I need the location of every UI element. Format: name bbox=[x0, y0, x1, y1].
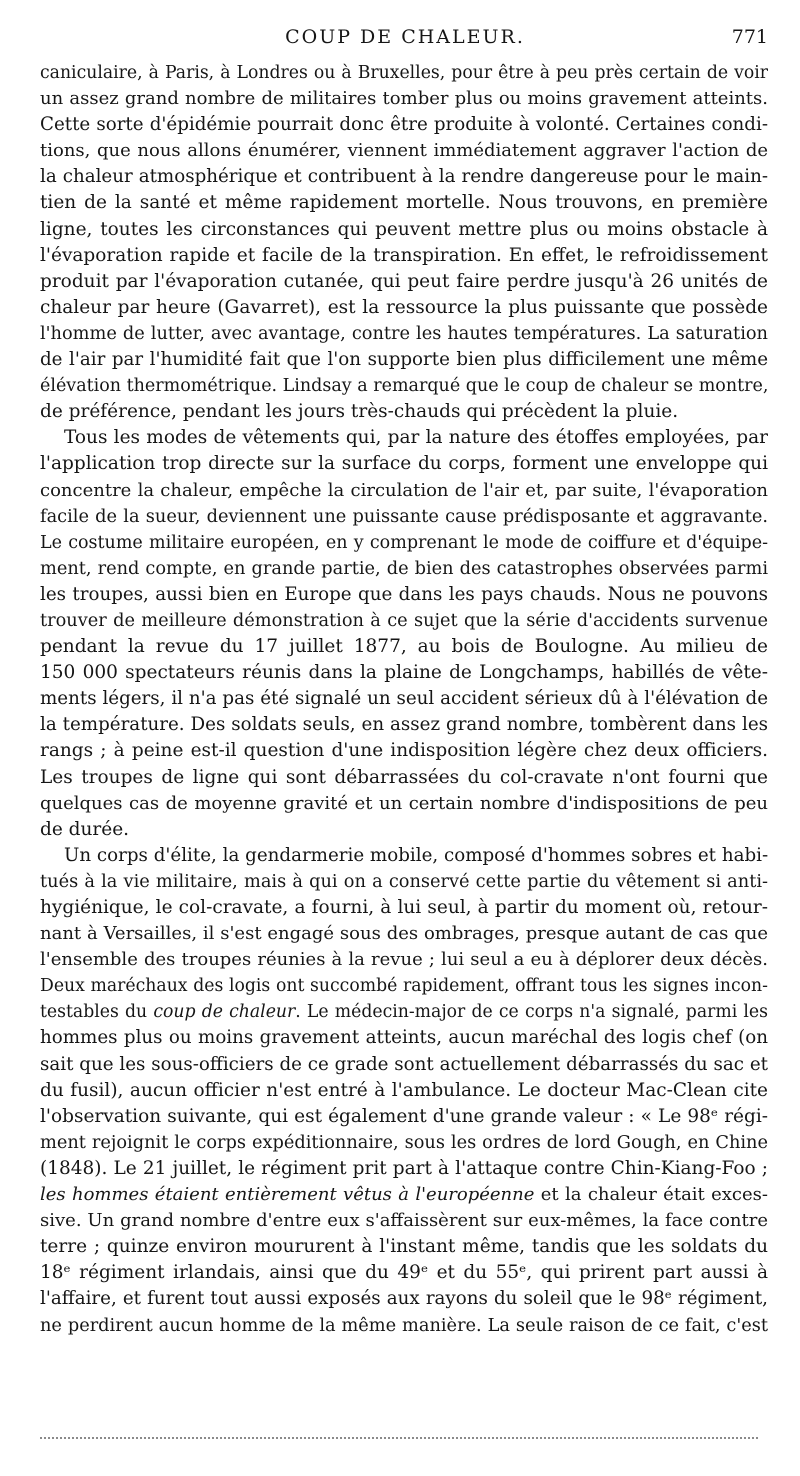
text-line: du fusil), aucun officier n'est entré à l'ambulance. Le docteur Mac-Clean cite bbox=[40, 1079, 768, 1101]
text-run: . Le médecin-major de ce corps n'a signalé, parmi les bbox=[295, 1002, 768, 1023]
text-line-with-italic bbox=[40, 1182, 768, 1208]
text-line: Cette sorte d'épidémie pourrait donc être produite à volonté. Certaines condi- bbox=[40, 114, 768, 136]
text-line: hygiénique, le col-cravate, a fourni, à lui seul, à partir du moment où, retour- bbox=[40, 897, 768, 918]
text-line: tions, que nous allons énumérer, viennent immédiatement aggraver l'action de bbox=[40, 140, 768, 162]
text-line: tués à la vie militaire, mais à qui on a conservé cette partie du vêtement si anti- bbox=[40, 871, 768, 892]
text-line: de durée. bbox=[40, 818, 130, 840]
text-line: quelques cas de moyenne gravité et un certain nombre d'indispositions de peu bbox=[40, 792, 768, 814]
text-run: et la chaleur était exces- bbox=[534, 1184, 768, 1206]
paragraph-2 bbox=[40, 425, 768, 843]
text-line: ment, rend compte, en grande partie, de bien des catastrophes observées parmi bbox=[40, 558, 768, 579]
text-line: ments légers, il n'a pas été signalé un seul accident sérieux dû à l'élévation de bbox=[40, 688, 768, 710]
text-line: (1848). Le 21 juillet, le régiment prit part à l'attaque contre Chin-Kiang-Foo ; bbox=[40, 1157, 768, 1179]
text-line: ment rejoignit le corps expéditionnaire, sous les ordres de lord Gough, en Chine bbox=[40, 1132, 768, 1153]
text-line: la chaleur atmosphérique et contribuent à la rendre dangereuse pour le main- bbox=[40, 166, 768, 188]
text-line: un assez grand nombre de militaires tomber plus ou moins gravement atteints. bbox=[40, 88, 768, 110]
text-line: nant à Versailles, il s'est engagé sous des ombrages, presque autant de cas que bbox=[40, 923, 768, 945]
text-line: de préférence, pendant les jours très-chauds qui précèdent la pluie. bbox=[40, 401, 679, 423]
text-line: Deux maréchaux des logis ont succombé rapidement, offrant tous les signes incon- bbox=[40, 976, 768, 997]
text-line: terre ; quinze environ moururent à l'instant même, tandis que les soldats du bbox=[40, 1236, 768, 1258]
text-line: de l'air par l'humidité fait que l'on supporte bien plus difficilement une même bbox=[40, 349, 768, 371]
text-line: produit par l'évaporation cutanée, qui peut faire perdre jusqu'à 26 unités de bbox=[40, 270, 768, 292]
italic-run: coup de chaleur bbox=[153, 1002, 296, 1023]
text-line: Le costume militaire européen, en y comprenant le mode de coiffure et d'équipe- bbox=[40, 532, 768, 553]
text-line: hommes plus ou moins gravement atteints, aucun maréchal des logis chef (on bbox=[40, 1027, 768, 1049]
text-line: l'observation suivante, qui est également d'une grande valeur : « Le 98ᵉ régi- bbox=[40, 1105, 768, 1127]
text-line: 150 000 spectateurs réunis dans la plaine de Longchamps, habillés de vête- bbox=[40, 662, 768, 684]
footer-dotted-rule bbox=[40, 1437, 758, 1439]
text-line: sait que les sous-officiers de ce grade sont actuellement débarrassés du sac et bbox=[40, 1053, 768, 1075]
text-line: l'évaporation rapide et facile de la transpiration. En effet, le refroidissement bbox=[40, 244, 768, 266]
text-line: l'homme de lutter, avec avantage, contre les hautes températures. La saturation bbox=[40, 323, 768, 344]
text-line: l'ensemble des troupes réunies à la revue ; lui seul a eu à déplorer deux décès. bbox=[40, 949, 768, 971]
text-line: Un corps d'élite, la gendarmerie mobile, composé d'hommes sobres et habi- bbox=[64, 844, 769, 866]
text-line: sive. Un grand nombre d'entre eux s'affaissèrent sur eux-mêmes, la face contre bbox=[40, 1210, 768, 1232]
text-line: l'application trop directe sur la surface du corps, forment une enveloppe qui bbox=[40, 453, 768, 475]
text-line: caniculaire, à Paris, à Londres ou à Bruxelles, pour être à peu près certain de voir bbox=[40, 63, 768, 83]
running-head bbox=[42, 26, 768, 56]
paragraph-1 bbox=[40, 60, 768, 425]
text-line: tien de la santé et même rapidement mortelle. Nous trouvons, en première bbox=[40, 192, 768, 214]
text-line: rangs ; à peine est-il question d'une indisposition légère chez deux officiers. bbox=[40, 740, 768, 762]
text-run: testables du bbox=[40, 1002, 148, 1023]
text-line: concentre la chaleur, empêche la circulation de l'air et, par suite, l'évaporation bbox=[40, 479, 768, 501]
italic-run: les hommes étaient entièrement vêtus à l'européenne bbox=[40, 1184, 535, 1206]
running-title: COUP DE CHALEUR. bbox=[285, 26, 525, 48]
text-line: facile de la sueur, deviennent une puissante cause prédisposante et aggravante. bbox=[40, 506, 768, 527]
text-line: élévation thermométrique. Lindsay a remarqué que le coup de chaleur se montre, bbox=[40, 376, 769, 397]
text-line: la température. Des soldats seuls, en assez grand nombre, tombèrent dans les bbox=[40, 714, 768, 736]
paragraph-3 bbox=[40, 843, 768, 1339]
body-text bbox=[40, 60, 768, 1339]
text-line: l'affaire, et furent tout aussi exposés aux rayons du soleil que le 98ᵉ régiment, bbox=[40, 1288, 768, 1310]
text-line: les troupes, aussi bien en Europe que dans les pays chauds. Nous ne pouvons bbox=[40, 583, 768, 605]
text-line: pendant la revue du 17 juillet 1877, au bois de Boulogne. Au milieu de bbox=[40, 636, 768, 658]
page-number: 771 bbox=[731, 26, 768, 48]
text-line: trouver de meilleure démonstration à ce sujet que la série d'accidents survenue bbox=[40, 610, 768, 631]
text-line: chaleur par heure (Gavarret), est la ressource la plus puissante que possède bbox=[40, 296, 768, 318]
text-line: ligne, toutes les circonstances qui peuvent mettre plus ou moins obstacle à bbox=[40, 218, 768, 240]
text-line: Tous les modes de vêtements qui, par la nature des étoffes employées, par bbox=[64, 427, 768, 449]
text-line: ne perdirent aucun homme de la même manière. La seule raison de ce fait, c'est bbox=[40, 1315, 768, 1336]
text-line: 18ᵉ régiment irlandais, ainsi que du 49ᵉ et du 55ᵉ, qui prirent part aussi à bbox=[40, 1262, 768, 1284]
text-line: Les troupes de ligne qui sont débarrassées du col-cravate n'ont fourni que bbox=[40, 766, 768, 788]
text-line-with-italic bbox=[40, 999, 768, 1025]
